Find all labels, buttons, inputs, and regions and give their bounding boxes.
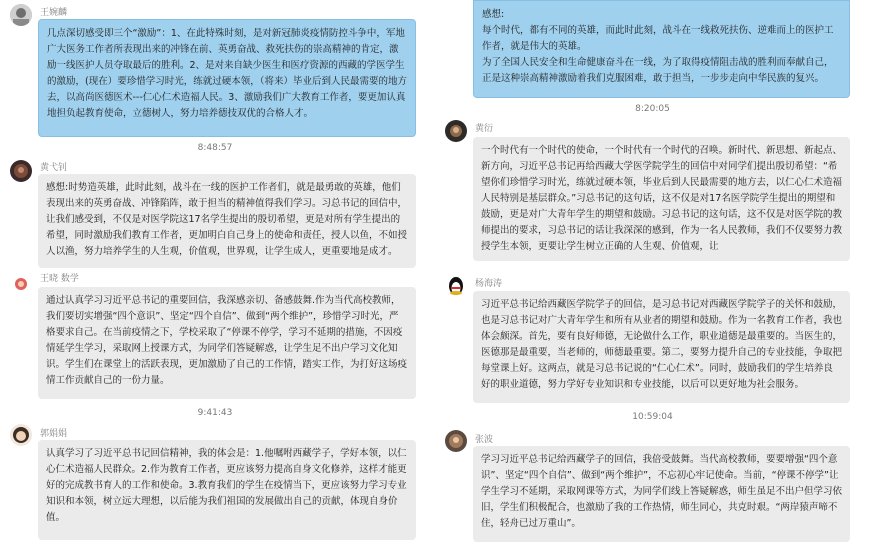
avatar[interactable] [445, 274, 467, 296]
timestamp: 8:20:05 [635, 104, 670, 114]
avatar[interactable] [10, 272, 32, 294]
message-bubble[interactable] [38, 287, 416, 399]
user-photo-icon [445, 430, 467, 452]
message-text: 一个时代有一个时代的使命，一个时代有一个时代的召唤。新时代、新思想、新起点、新方向，习近平总书记再给西藏大学医学院学生的回信中对同学们提出殷切希望：“希望你们珍惜学习时光，练就过硬本领，毕业后到人民最需要的地方去，以仁心仁术造福人民特别是基层群众。”习总书记的这句话，这不仅是对17名医学院学生提出的期望和鼓励，更是对广大青年学生的期望和鼓励。习总书记的这句话，这不仅是对医学院的教师提出的要求，习总书记的话让我深深的感到，作为一名人民教师，我们不仅要努力教授学生本领，更要让学生树立正确的人生观、价值观，让 [481, 145, 843, 252]
sender-name: 张波 [475, 435, 494, 445]
message-text: 通过认真学习习近平总书记的重要回信，我深感亲切、备感鼓舞.作为当代高校教师，我们要切实增强“四个意识”、坚定“四个自信”、做到“两个维护”，珍惜学习时光，严格要求自己。在当前疫情之下，学校采取了“停课不停学，学习不延期的措施，不因疫情延学生学习，采取网上授课方式，为同学们答疑解惑，让学生足不出户学习文化知识。学生们在课堂上的活跃表现，更加激励了自己的工作情，踏实工作，为打好这场疫情工作贡献自己的一份力量。 [46, 295, 408, 386]
user-photo-icon [445, 120, 467, 142]
sender-name: 黄衍 [475, 124, 494, 134]
user-photo-icon [10, 424, 32, 446]
message-text: 习近平总书记给西藏医学院学子的回信，是习总书记对西藏医学院学子的关怀和鼓励，也是习总书记对广大青年学生和所有从业者的期望和鼓励。作为一名教育工作者，我也体会颇深。首先，要有良好师德，无论做什么工作，职业道德是最重要的。当医生的，医德那是最重要，当老师的，师德最重要。第二，要努力提升自己的专业技能，争取把每堂课上好。这两点，就是习总书记说的“仁心仁术”。同时，鼓励我们的学生培养良好的职业道德，努力学好专业知识和专业技能，以后可以更好地为社会服务。 [481, 299, 843, 390]
message-bubble[interactable] [38, 19, 416, 137]
avatar[interactable] [445, 120, 467, 142]
user-photo-icon [10, 272, 32, 294]
timestamp: 9:41:43 [197, 408, 233, 418]
message-bubble[interactable] [38, 440, 416, 540]
message-bubble[interactable] [473, 291, 850, 403]
avatar[interactable] [10, 160, 32, 182]
sender-name: 黄弋钊 [40, 163, 68, 173]
avatar[interactable] [445, 430, 467, 452]
sender-name: 杨海涛 [475, 279, 503, 289]
sender-name: 王婉麟 [40, 8, 68, 18]
avatar[interactable] [10, 424, 32, 446]
message-text: 几点深切感受即三个“激励”：1、在此特殊时刻，是对新冠肺炎疫情防控斗争中，军地广大医务工作者所表现出来的冲锋在前、英勇奋战、救死扶伤的崇高精神的肯定，激励一线医护人员夺取最后的胜利。2、是对来自缺少医生和医疗资源的西藏的学医学生的激励，(现在）要珍惜学习时光，练就过硬本领，（将来）毕业后到人民最需要的地方去，以高尚医德医术---仁心仁术造福人民。3、激励我们广大教育工作者，要更加认真地担负起教育使命，立德树人，努力培养德技双优的合格人才。 [47, 28, 407, 119]
message-bubble[interactable] [473, 446, 850, 542]
message-text: 认真学习了习近平总书记回信精神，我的体会是：1.他嘱咐西藏学子，学好本领，以仁心仁术造福人民群众。2.作为教育工作者，更应该努力提高自身文化修养，这样才能更好的完成教书育人的工作和使命。3.教育我们的学生在疫情当下，更应该努力学习专业知识和本领，树立远大理想，以后能为我们祖国的发展做出自己的贡献，体现自身价值。 [46, 448, 407, 523]
message-text: 每个时代，都有不同的英雄，而此时此刻，战斗在一线救死扶伤、逆难而上的医护工作者，就是伟大的英雄。 [482, 25, 834, 52]
message-text: 为了全国人民安全和生命健康奋斗在一线，为了取得疫情阻击战的胜利而奉献自己，正是这种崇高精神激励着我们克服困难，敢于担当，一步步走向中华民族的复兴。 [482, 57, 834, 84]
message-bubble[interactable] [38, 174, 416, 268]
avatar[interactable] [10, 4, 32, 26]
user-photo-icon [10, 160, 32, 182]
sender-name: 郭娟娟 [40, 429, 68, 439]
sender-name: 王晓 数学 [40, 274, 79, 284]
message-text: 感想: [482, 9, 505, 20]
penguin-icon [445, 274, 467, 296]
message-bubble[interactable] [473, 137, 850, 261]
message-text: 感想:时势造英雄，此时此刻，战斗在一线的医护工作者们，就是最勇敢的英雄，他们表现出来的英勇奋战、冲锋陷阵，敢于担当的精神值得我们学习。习总书记的回信中，让我们感受到，不仅是对医学院这17名学生提出的殷切希望，更是对所有学生提出的希望，同时激励我们教育工作者，更加明白自己身上的使命和责任，授人以鱼，不如授人以渔，努力培养学生的人生观，价值观，世界观，让学生成人，更重要地是成才。 [46, 182, 408, 257]
message-bubble[interactable] [473, 0, 850, 98]
chat-panel-left[interactable] [0, 0, 430, 544]
timestamp: 8:48:57 [197, 143, 233, 153]
chat-panel-right[interactable] [435, 0, 870, 544]
user-photo-icon [10, 4, 32, 26]
timestamp: 10:59:04 [632, 412, 673, 422]
message-text: 学习习近平总书记给西藏学子的回信，我倍受鼓舞。当代高校教师，要要增强“四个意识”、坚定“四个自信”、做到“两个维护”，不忘初心牢记使命。当前，“停课不停学”让学生学习不延期，采取网课等方式，为同学们线上答疑解惑，师生虽足不出户但学习依旧，学生们积极配合，也激励了我的工作热情，师生同心，共克时艰。“两岸猿声啼不住，轻舟已过万重山”。 [481, 454, 843, 529]
